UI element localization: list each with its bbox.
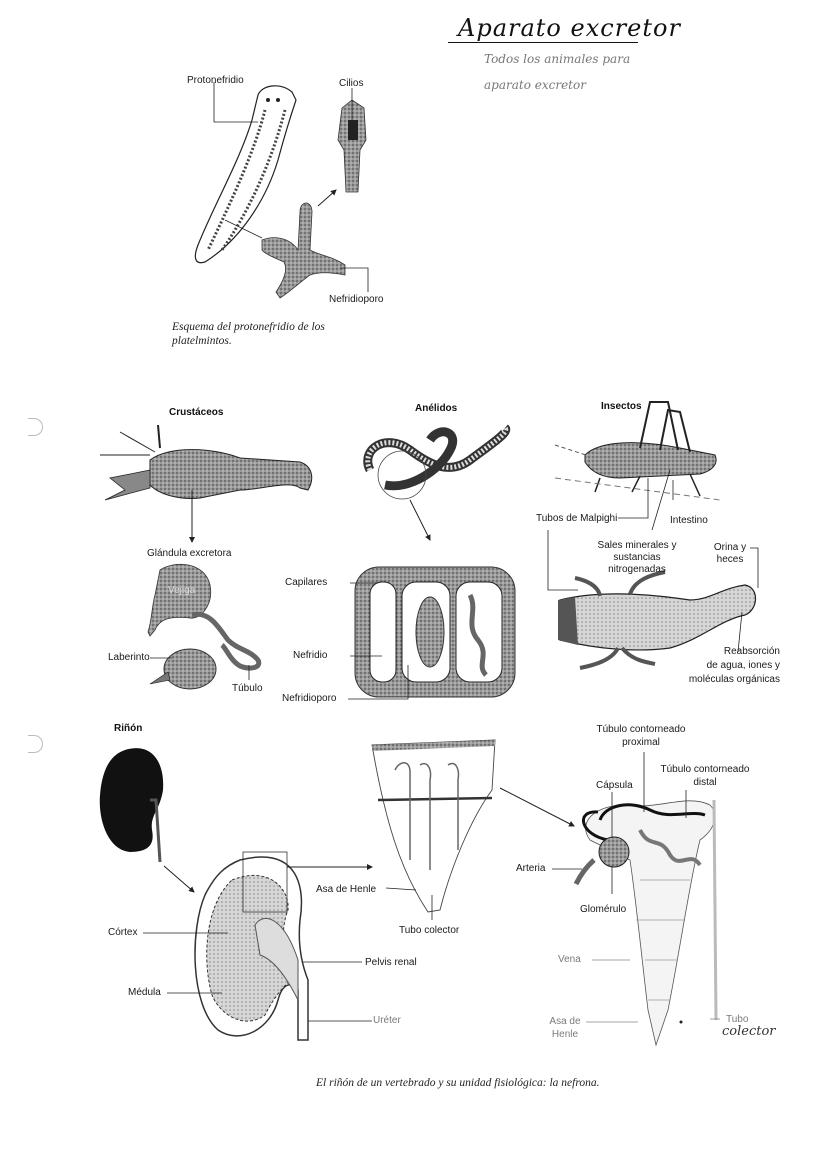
label-asa-henle: Asa de Henle [316, 884, 377, 895]
label-sales-line2: sustancias [613, 552, 661, 563]
cortex-wedge-drawing [372, 740, 574, 920]
label-tcd-line2: distal [693, 777, 717, 788]
label-cilios: Cilios [339, 78, 364, 89]
label-glandula-excretora: Glándula excretora [147, 548, 232, 559]
annelid-drawing [348, 428, 515, 699]
label-protonefridio: Protonefridio [187, 75, 244, 86]
label-tubos-malpighi: Tubos de Malpighi [536, 513, 618, 524]
kidney-silhouette [100, 748, 194, 892]
label-asa-henle-nefrona-line2: Henle [551, 1029, 579, 1040]
footer-caption: El riñón de un vertebrado y su unidad fisiológica: la nefrona. [316, 1077, 600, 1089]
label-tubo-colector: Tubo colector [399, 925, 460, 936]
label-nefridioporo-platelmintos: Nefridioporo [329, 294, 384, 305]
label-ureter: Uréter [373, 1015, 401, 1026]
label-sales-line3: nitrogenadas [608, 564, 666, 575]
grasshopper-drawing [548, 402, 758, 668]
label-reabsorcion-line1: Reabsorción [723, 646, 780, 657]
label-asa-henle-nefrona-line1: Asa de [549, 1016, 581, 1027]
label-arteria: Arteria [516, 863, 546, 874]
label-orina-line1: Orina y [713, 542, 747, 553]
caption-platelmintos-line1: Esquema del protonefridio de los [172, 321, 325, 333]
caption-platelmintos-line2: platelmintos. [172, 335, 232, 347]
label-nefridioporo-anelidos: Nefridioporo [282, 693, 337, 704]
handwritten-note-line2: aparato excretor [484, 78, 586, 92]
label-laberinto: Laberinto [108, 652, 150, 663]
label-glomerulo: Glomérulo [580, 904, 627, 915]
label-tcd-line1: Túbulo contorneado [660, 764, 750, 775]
heading-insectos: Insectos [601, 401, 642, 412]
label-capsula: Cápsula [596, 780, 633, 791]
label-intestino: Intestino [670, 515, 708, 526]
kidney-section-drawing [143, 852, 372, 1040]
label-capilares: Capilares [285, 577, 328, 588]
label-tubo-nefrona: Tubo [726, 1014, 749, 1025]
label-vena: Vena [558, 954, 581, 965]
label-reabsorcion-line3: moléculas orgánicas [688, 674, 780, 685]
nephron-drawing [552, 752, 720, 1045]
label-cortex: Córtex [108, 927, 138, 938]
heading-anelidos: Anélidos [415, 403, 458, 414]
label-tcp-line2: proximal [622, 737, 660, 748]
heading-rinon: Riñón [114, 723, 143, 734]
heading-crustaceos: Crustáceos [169, 407, 224, 418]
label-nefridio: Nefridio [293, 650, 328, 661]
label-pelvis-renal: Pelvis renal [365, 957, 417, 968]
page-title: Aparato excretor [458, 14, 681, 42]
handwritten-colector: colector [722, 1024, 776, 1039]
planarian-drawing [195, 82, 368, 298]
label-reabsorcion-line2: de agua, iones y [706, 660, 780, 671]
label-orina-line2: heces [716, 554, 744, 565]
label-tubulo: Túbulo [232, 683, 263, 694]
label-medula: Médula [128, 987, 161, 998]
label-vejiga: Vejiga [168, 585, 196, 596]
label-tcp-line1: Túbulo contorneado [596, 724, 686, 735]
label-sales-line1: Sales minerales y [597, 540, 677, 551]
handwritten-note-line1: Todos los animales para [484, 52, 631, 66]
